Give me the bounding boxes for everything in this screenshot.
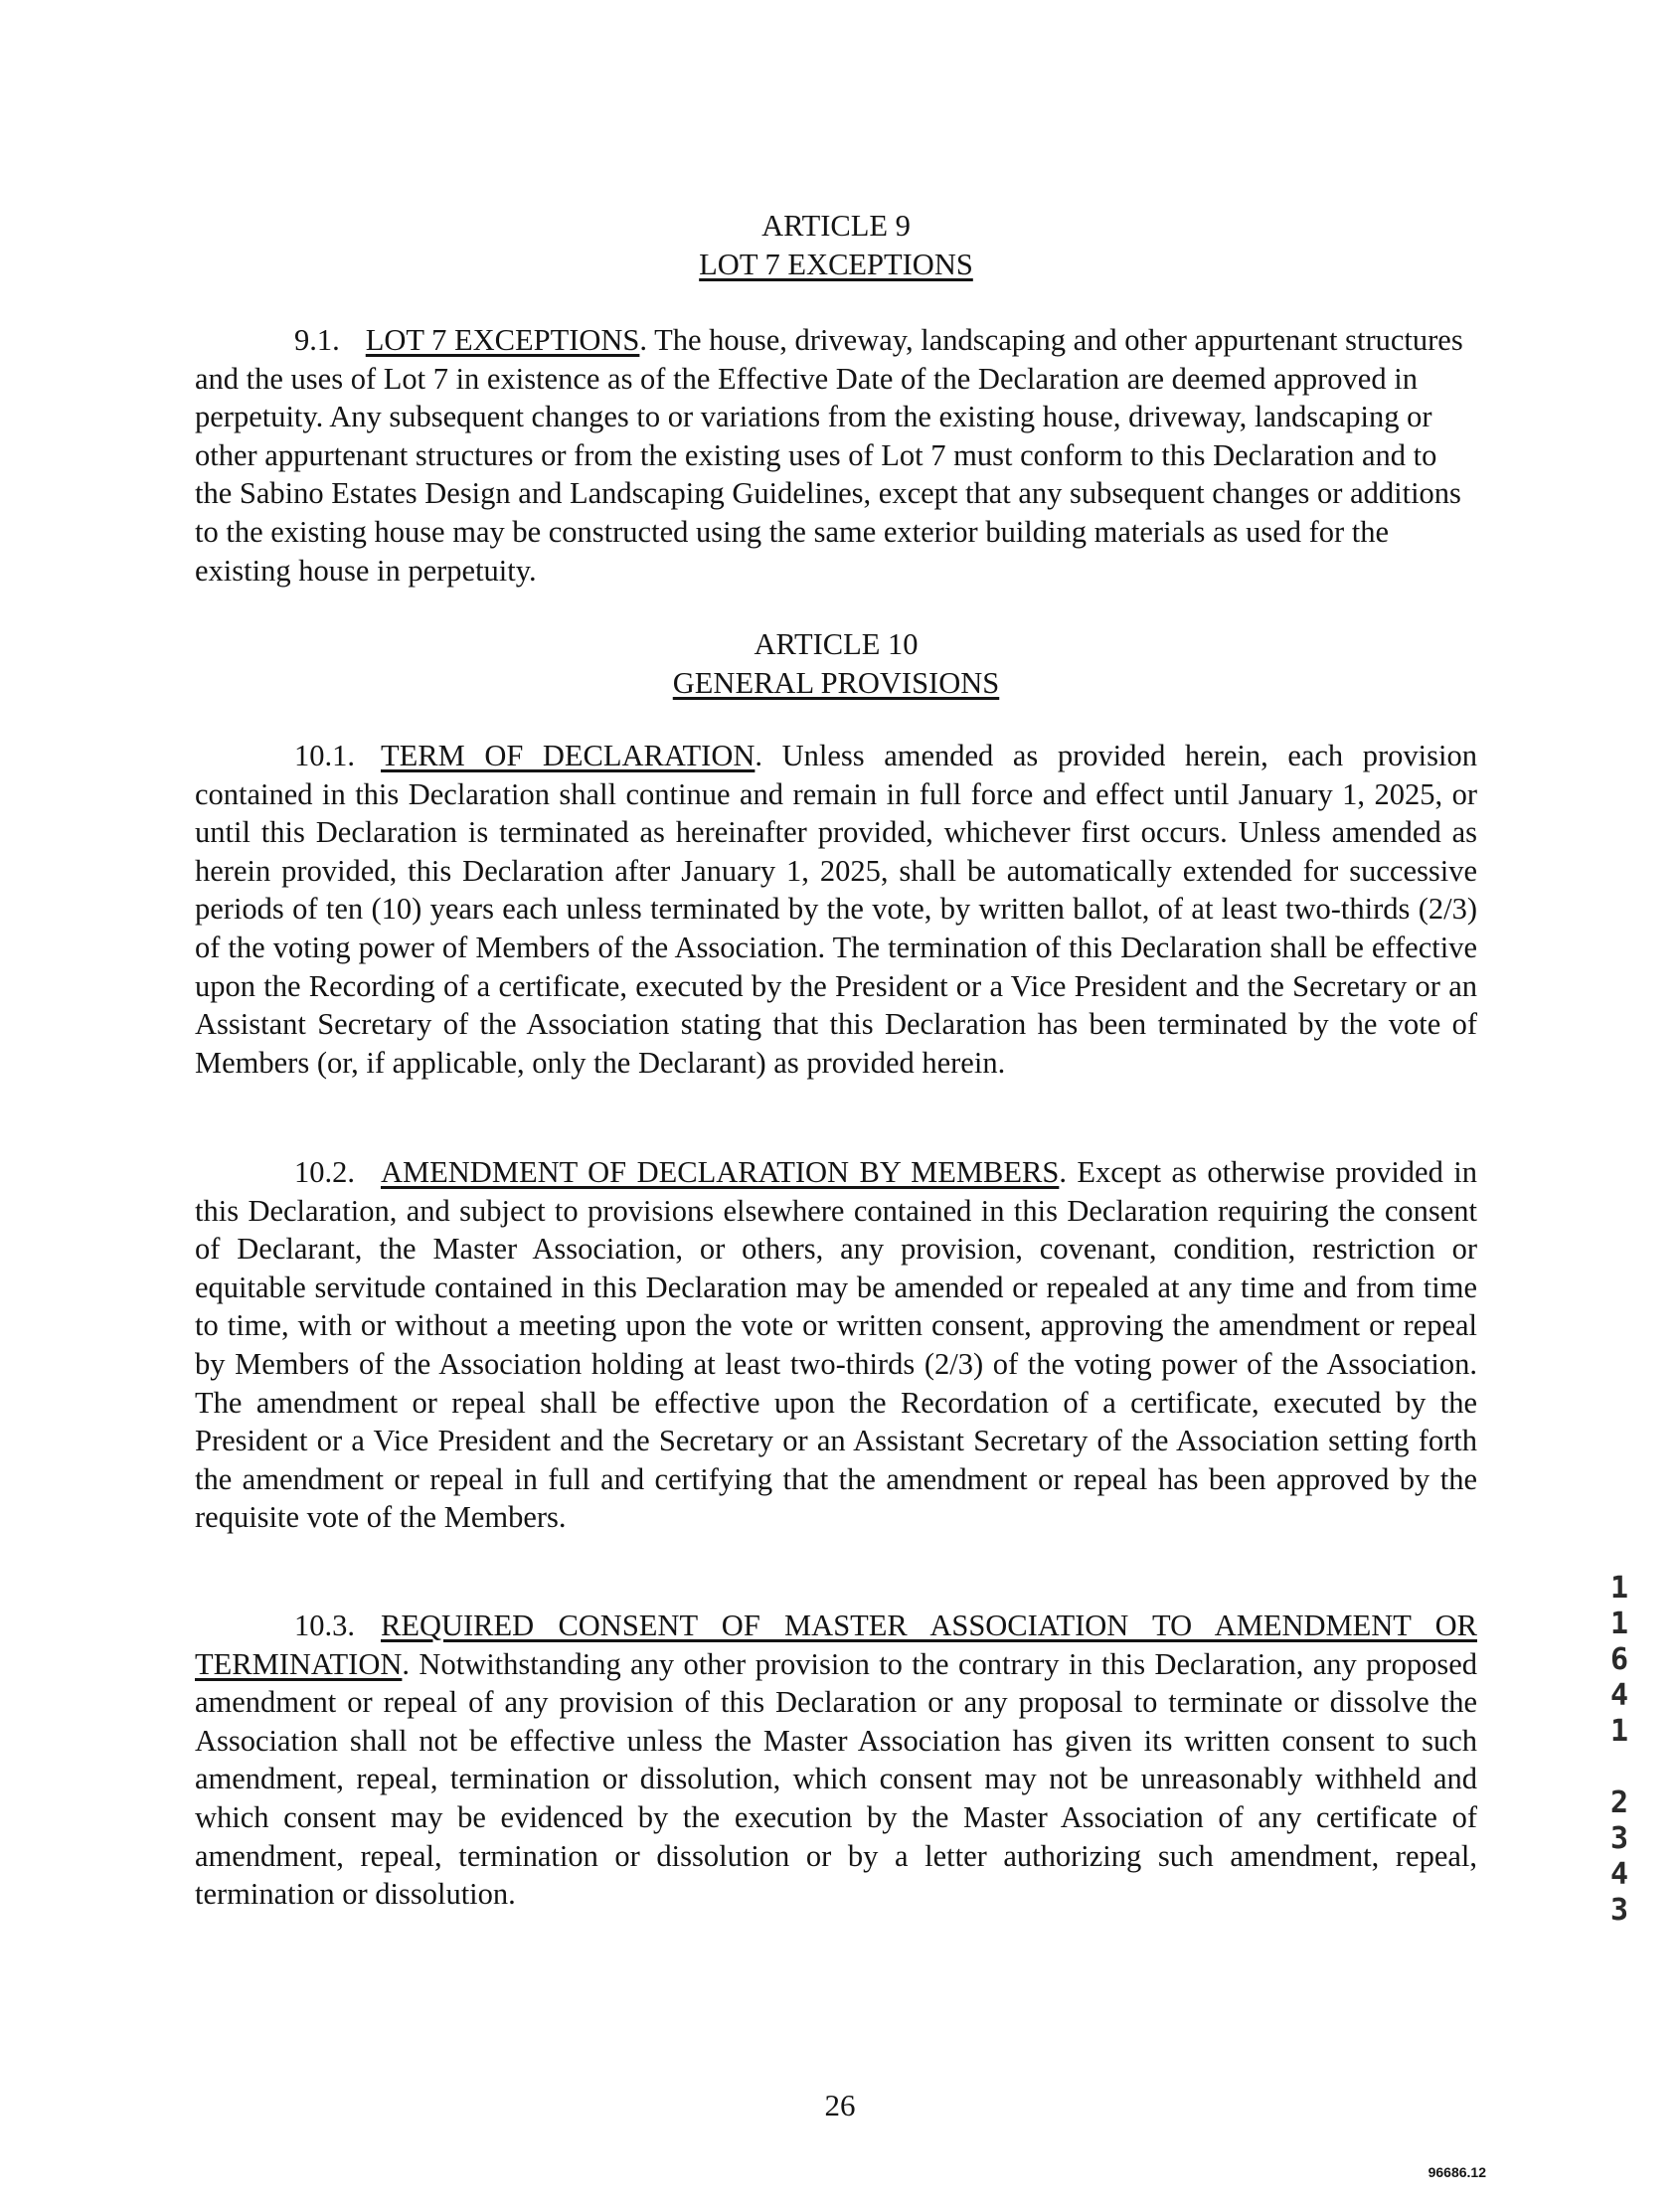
- section-paragraph: [195, 737, 1477, 1082]
- section-10-1: [195, 737, 1477, 1082]
- stamp-digit: 6: [1609, 1642, 1629, 1677]
- section-number: 10.1.: [294, 739, 355, 772]
- article-9-subtitle: LOT 7 EXCEPTIONS: [699, 248, 973, 281]
- section-10-2: [195, 1153, 1477, 1537]
- section-text: . Unless amended as provided herein, each provision contained in this Declaration shall continue and remain in full force and effect until January 1, 2025, or until this Declaration is terminated as hereinafter provided, whichever first occurs. Unless amended as herein provided, this Declaration after January 1, 2025, shall be automatically extended for successive periods of ten (10) years each unless terminated by the vote, by written ballot, of at least two-thirds (2/3) of the voting power of Members of the Association. The termination of this Declaration shall be effective upon the Recording of a certificate, executed by the President or a Vice President and the Secretary or an Assistant Secretary of the Association stating that this Declaration has been terminated by the vote of Members (or, if applicable, only the Declarant) as provided herein.: [195, 739, 1478, 1080]
- article-10-heading: [195, 625, 1477, 703]
- stamp-digit: 4: [1609, 1857, 1629, 1892]
- document-code: 96686.12: [1428, 2164, 1486, 2180]
- article-9-title: ARTICLE 9: [761, 209, 911, 243]
- section-text: . The house, driveway, landscaping and other appurtenant structures and the uses of Lot 7 in existence as of the Effective Date of the Declaration are deemed approved in perpetuity. Any subsequent changes to or variations from the existing house, driveway, landscaping or other appurtenant structures or from the existing uses of Lot 7 must conform to this Declaration and to the Sabino Estates Design and Landscaping Guidelines, except that any subsequent changes or additions to the existing house may be constructed using the same exterior building materials as used for the existing house in perpetuity.: [195, 323, 1463, 588]
- section-paragraph: [195, 1607, 1477, 1914]
- stamp-digit: 1: [1609, 1607, 1629, 1641]
- recording-stamp: [1604, 1571, 1634, 1929]
- stamp-digit: 1: [1609, 1714, 1629, 1749]
- section-paragraph: [195, 1153, 1477, 1537]
- stamp-digit: 1: [1609, 1571, 1629, 1606]
- stamp-digit: 2: [1609, 1785, 1629, 1820]
- section-9-1: [195, 321, 1477, 590]
- section-number: 10.3.: [294, 1609, 355, 1642]
- article-10-title: ARTICLE 10: [754, 627, 919, 661]
- page-number: 26: [824, 2088, 856, 2122]
- stamp-digit: 3: [1609, 1893, 1629, 1928]
- section-caption: REQUIRED CONSENT OF MASTER ASSOCIATION TO AMENDMENT OR TERMINATION: [195, 1609, 1477, 1681]
- stamp-digit: 3: [1609, 1821, 1629, 1856]
- section-caption: TERM OF DECLARATION: [381, 739, 756, 772]
- section-paragraph: [195, 321, 1477, 590]
- section-text: . Notwithstanding any other provision to the contrary in this Declaration, any proposed amendment or repeal of any provision of this Declaration or any proposal to terminate or dissolve the Association shall not be effective unless the Master Association has given its written consent to such amendment, repeal, termination or dissolution, which consent may not be unreasonably withheld and which consent may be evidenced by the execution by the Master Association of any certificate of amendment, repeal, termination or dissolution or by a letter authorizing such amendment, repeal, termination or dissolution.: [195, 1646, 1477, 1912]
- section-caption: AMENDMENT OF DECLARATION BY MEMBERS: [381, 1155, 1060, 1189]
- section-text: . Except as otherwise provided in this Declaration, and subject to provisions elsewhere contained in this Declaration requiring the consent of Declarant, the Master Association, or others, any provision, covenant, condition, restriction or equitable servitude contained in this Declaration may be amended or repealed at any time and from time to time, with or without a meeting upon the vote or written consent, approving the amendment or repeal by Members of the Association holding at least two-thirds (2/3) of the voting power of the Association. The amendment or repeal shall be effective upon the Recordation of a certificate, executed by the President or a Vice President and the Secretary or an Assistant Secretary of the Association setting forth the amendment or repeal in full and certifying that the amendment or repeal has been approved by the requisite vote of the Members.: [195, 1155, 1478, 1535]
- article-9-heading: [195, 207, 1477, 284]
- section-10-3: [195, 1607, 1477, 1914]
- stamp-digit: 4: [1609, 1678, 1629, 1713]
- stamp-gap: [1604, 1750, 1634, 1785]
- section-number: 9.1.: [294, 323, 340, 357]
- section-number: 10.2.: [294, 1155, 355, 1189]
- section-caption: LOT 7 EXCEPTIONS: [365, 323, 640, 357]
- article-10-subtitle: GENERAL PROVISIONS: [672, 666, 1000, 700]
